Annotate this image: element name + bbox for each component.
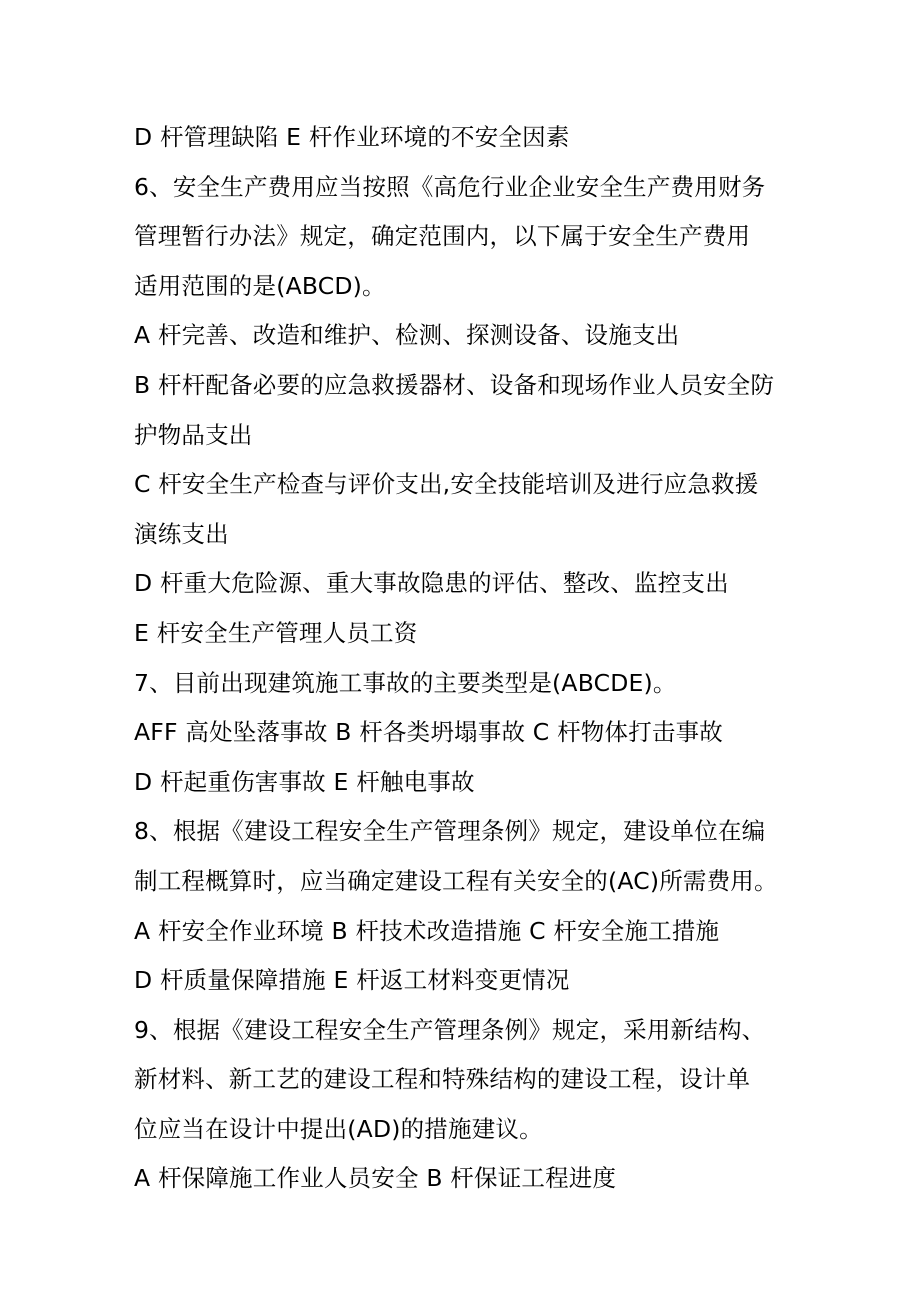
text-line: 位应当在设计中提出(AD)的措施建议。 (134, 1114, 543, 1143)
text-line: AFF 高处坠落事故 B 杆各类坍塌事故 C 杆物体打击事故 (134, 718, 723, 747)
text-line: A 杆安全作业环境 B 杆技术改造措施 C 杆安全施工措施 (134, 916, 720, 945)
text-line: 7、目前出现建筑施工事故的主要类型是(ABCDE)。 (134, 668, 677, 697)
text-line: 新材料、新工艺的建设工程和特殊结构的建设工程，设计单 (134, 1065, 751, 1094)
text-line: D 杆起重伤害事故 E 杆触电事故 (134, 767, 475, 796)
text-line: 8、根据《建设工程安全生产管理条例》规定，建设单位在编 (134, 817, 766, 846)
text-line: 制工程概算时，应当确定建设工程有关安全的(AC)所需费用。 (134, 866, 778, 895)
text-line: 适用范围的是(ABCD)。 (134, 271, 386, 300)
text-line: E 杆安全生产管理人员工资 (134, 618, 418, 647)
text-line: 管理暂行办法》规定，确定范围内，以下属于安全生产费用 (134, 222, 751, 251)
text-line: 演练支出 (134, 519, 229, 548)
text-line: 6、安全生产费用应当按照《高危行业企业安全生产费用财务 (134, 172, 766, 201)
text-line: D 杆管理缺陷 E 杆作业环境的不安全因素 (134, 123, 570, 151)
text-line: 9、根据《建设工程安全生产管理条例》规定，采用新结构、 (134, 1015, 766, 1044)
document-body (134, 113, 794, 1204)
text-line: A 杆保障施工作业人员安全 B 杆保证工程进度 (134, 1164, 617, 1193)
text-line: D 杆质量保障措施 E 杆返工材料变更情况 (134, 966, 570, 995)
text-line: 护物品支出 (134, 420, 253, 449)
text-line: A 杆完善、改造和维护、检测、探测设备、设施支出 (134, 321, 680, 350)
text-line: C 杆安全生产检查与评价支出,安全技能培训及进行应急救援 (134, 470, 759, 499)
text-line: D 杆重大危险源、重大事故隐患的评估、整改、监控支出 (134, 569, 729, 598)
text-line: B 杆杆配备必要的应急救援器材、设备和现场作业人员安全防 (134, 370, 775, 399)
